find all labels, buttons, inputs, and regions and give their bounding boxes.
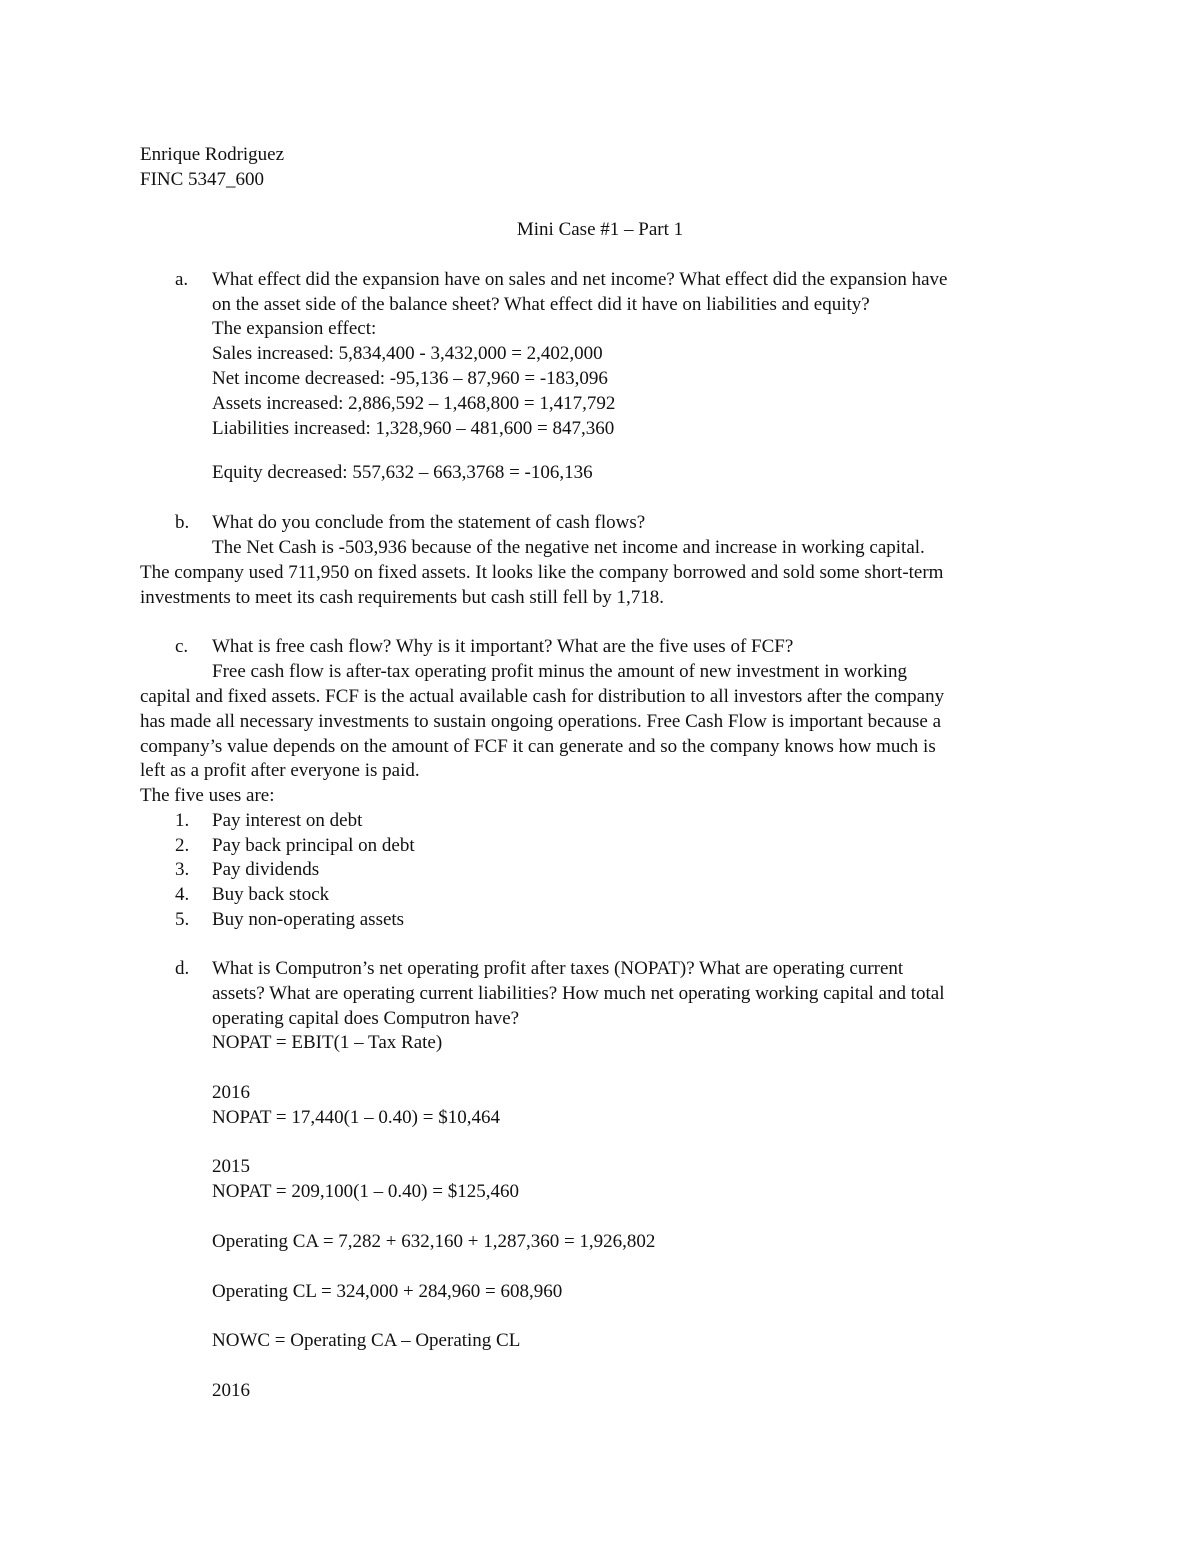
list-item-number: 5. [175, 909, 190, 930]
section-b-answer-line-2: The company used 711,950 on fixed assets. It looks like the company borrowed and sold some short-term [140, 562, 944, 583]
section-b-label: b. [175, 512, 190, 533]
section-a-label: a. [175, 269, 189, 290]
section-c-answer-line-5: left as a profit after everyone is paid. [140, 760, 420, 781]
year-2016-nowc-heading: 2016 [212, 1380, 250, 1401]
liabilities-effect: Liabilities increased: 1,328,960 – 481,600 = 847,360 [212, 418, 615, 439]
list-item-number: 1. [175, 810, 190, 831]
section-c-question: What is free cash flow? Why is it important? What are the five uses of FCF? [212, 636, 794, 657]
section-c-answer-line-3: has made all necessary investments to sustain ongoing operations. Free Cash Flow is important because a [140, 711, 941, 732]
section-b-answer-line-3: investments to meet its cash requirements but cash still fell by 1,718. [140, 587, 664, 608]
uses-intro: The five uses are: [140, 785, 275, 806]
section-c-answer-line-2: capital and fixed assets. FCF is the actual available cash for distribution to all investors after the company [140, 686, 945, 707]
list-item: Pay back principal on debt [212, 835, 415, 856]
nowc-formula: NOWC = Operating CA – Operating CL [212, 1330, 521, 1351]
equity-effect: Equity decreased: 557,632 – 663,3768 = -106,136 [212, 462, 593, 483]
list-item-number: 2. [175, 835, 190, 856]
author-name: Enrique Rodriguez [140, 144, 285, 165]
section-c-answer-line-4: company’s value depends on the amount of FCF it can generate and so the company knows how much is [140, 736, 936, 757]
list-item-number: 3. [175, 859, 190, 880]
section-b-question: What do you conclude from the statement of cash flows? [212, 512, 646, 533]
section-a-question-line-2: on the asset side of the balance sheet? What effect did it have on liabilities and equity? [212, 294, 870, 315]
section-a-question-line-1: What effect did the expansion have on sales and net income? What effect did the expansion have [212, 269, 948, 290]
operating-ca: Operating CA = 7,282 + 632,160 + 1,287,360 = 1,926,802 [212, 1231, 656, 1252]
list-item-number: 4. [175, 884, 190, 905]
section-d-question-line-3: operating capital does Computron have? [212, 1008, 520, 1029]
section-a-intro: The expansion effect: [212, 318, 377, 339]
assets-effect: Assets increased: 2,886,592 – 1,468,800 = 1,417,792 [212, 393, 616, 414]
section-d-label: d. [175, 958, 190, 979]
list-item: Buy back stock [212, 884, 330, 905]
section-c-answer-line-1: Free cash flow is after-tax operating profit minus the amount of new investment in working [212, 661, 908, 682]
section-c-label: c. [175, 636, 189, 657]
section-b-answer-line-1: The Net Cash is -503,936 because of the negative net income and increase in working capital. [212, 537, 925, 558]
course-code: FINC 5347_600 [140, 169, 265, 190]
list-item: Buy non-operating assets [212, 909, 405, 930]
nopat-2016: NOPAT = 17,440(1 – 0.40) = $10,464 [212, 1107, 500, 1128]
section-d-question-line-2: assets? What are operating current liabilities? How much net operating working capital and total [212, 983, 945, 1004]
nopat-2015: NOPAT = 209,100(1 – 0.40) = $125,460 [212, 1181, 519, 1202]
year-2016-heading: 2016 [212, 1082, 250, 1103]
list-item: Pay dividends [212, 859, 320, 880]
operating-cl: Operating CL = 324,000 + 284,960 = 608,960 [212, 1281, 563, 1302]
sales-effect: Sales increased: 5,834,400 - 3,432,000 = 2,402,000 [212, 343, 603, 364]
list-item: Pay interest on debt [212, 810, 363, 831]
document-title: Mini Case #1 – Part 1 [516, 219, 684, 240]
section-d-question-line-1: What is Computron’s net operating profit after taxes (NOPAT)? What are operating current [212, 958, 904, 979]
year-2015-heading: 2015 [212, 1156, 250, 1177]
nopat-formula: NOPAT = EBIT(1 – Tax Rate) [212, 1032, 443, 1053]
net-income-effect: Net income decreased: -95,136 – 87,960 = -183,096 [212, 368, 608, 389]
